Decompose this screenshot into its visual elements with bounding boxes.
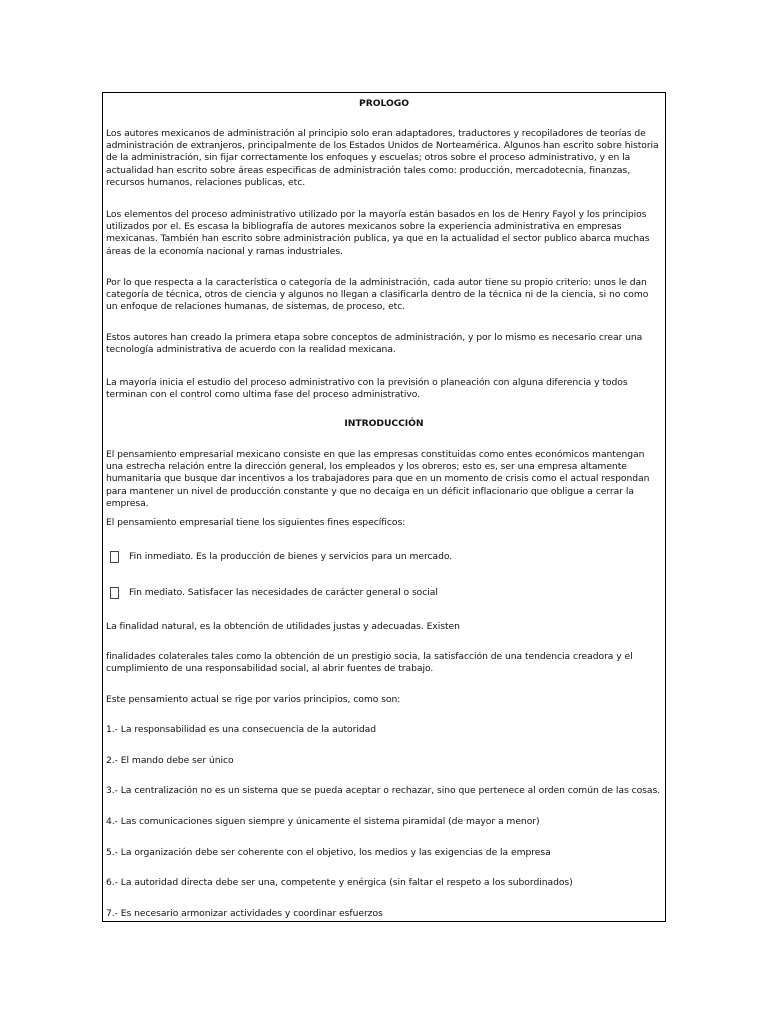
finalidades-colaterales: finalidades colaterales tales como la obtención de un prestigio socia, la satisfacción de una tendencia creadora y el cumplimiento de una responsabilidad social, al abrir fuentes de trabajo. [106, 651, 633, 675]
document-page [102, 92, 666, 922]
prologo-paragraph-2: Los elementos del proceso administrativo utilizado por la mayoría están basados en los de Henry Fayol y los principios utilizados por el. Es escasa la bibliografía de autores mexicanos sobre la experiencia administrativa en empresas mexicanas. También han escrito sobre administración publica, ya que en la actualidad el sector publico abarca muchas áreas de la economía nacional y ramas industriales. [106, 209, 650, 257]
prologo-paragraph-1: Los autores mexicanos de administración al principio solo eran adaptadores, traductores y recopiladores de teorías de administración de extranjeros, principalmente de los Estados Unidos de Norteamérica. Algunos han escrito sobre historia de la administración, sin fijar correctamente los enfoques y escuelas; otros sobre el proceso administrativo, y en la actualidad han escrito sobre áreas especificas de administración tales como: producción, mercadotecnia, finanzas, recursos humanos, relaciones publicas, etc. [106, 128, 659, 188]
principio-item: 4.- Las comunicaciones siguen siempre y únicamente el sistema piramidal (de mayor a menor) [106, 816, 540, 827]
introduccion-heading: INTRODUCCIÓN [344, 418, 424, 429]
bullet-item [106, 587, 662, 599]
principio-item: 5.- La organización debe ser coherente con el objetivo, los medios y las exigencias de la empresa [106, 847, 551, 858]
bullet-item [106, 551, 662, 563]
prologo-paragraph-3: Por lo que respecta a la característica o categoría de la administración, cada autor tiene su propio criterio: unos le dan categoría de técnica, otros de ciencia y algunos no llegan a clasificarla dentro de la técnica ni de la ciencia, si no como un enfoque de relaciones humanas, de sistemas, de proceso, etc. [106, 277, 649, 313]
bullet-text: Fin mediato. Satisfacer las necesidades de carácter general o social [129, 587, 438, 598]
finalidad-natural: La finalidad natural, es la obtención de utilidades justas y adecuadas. Existen [106, 621, 460, 632]
principio-item: 7.- Es necesario armonizar actividades y coordinar esfuerzos [106, 908, 383, 919]
checkbox-square-icon [110, 587, 119, 599]
checkbox-square-icon [110, 551, 119, 563]
principio-item: 3.- La centralización no es un sistema que se pueda aceptar o rechazar, sino que pertenece al orden común de las cosas. [106, 785, 661, 796]
bullet-text: Fin inmediato. Es la producción de bienes y servicios para un mercado. [129, 551, 453, 562]
principios-intro: Este pensamiento actual se rige por varios principios, como son: [106, 694, 401, 705]
prologo-paragraph-4: Estos autores han creado la primera etapa sobre conceptos de administración, y por lo mismo es necesario crear una tecnología administrativa de acuerdo con la realidad mexicana. [106, 332, 643, 356]
principio-item: 6.- La autoridad directa debe ser una, competente y enérgica (sin faltar el respeto a los subordinados) [106, 877, 573, 888]
principio-item: 1.- La responsabilidad es una consecuencia de la autoridad [106, 724, 376, 735]
fines-intro: El pensamiento empresarial tiene los siguientes fines específicos: [106, 517, 406, 528]
prologo-heading: PROLOGO [359, 98, 409, 109]
intro-paragraph: El pensamiento empresarial mexicano consiste en que las empresas constituidas como entes económicos mantengan una estrecha relación entre la dirección general, los empleados y los obreros; esto es, ser una empresa altamente humanitaria que busque dar incentivos a los trabajadores para que en un momento de crisis como el actual respondan para mantener un nivel de producción constante y que no decaiga en un déficit inflacionario que obligue a cerrar la empresa. [106, 449, 650, 509]
prologo-paragraph-5: La mayoría inicia el estudio del proceso administrativo con la previsión o planeación con alguna diferencia y todos terminan con el control como ultima fase del proceso administrativo. [106, 377, 628, 401]
principio-item: 2.- El mando debe ser único [106, 755, 234, 766]
